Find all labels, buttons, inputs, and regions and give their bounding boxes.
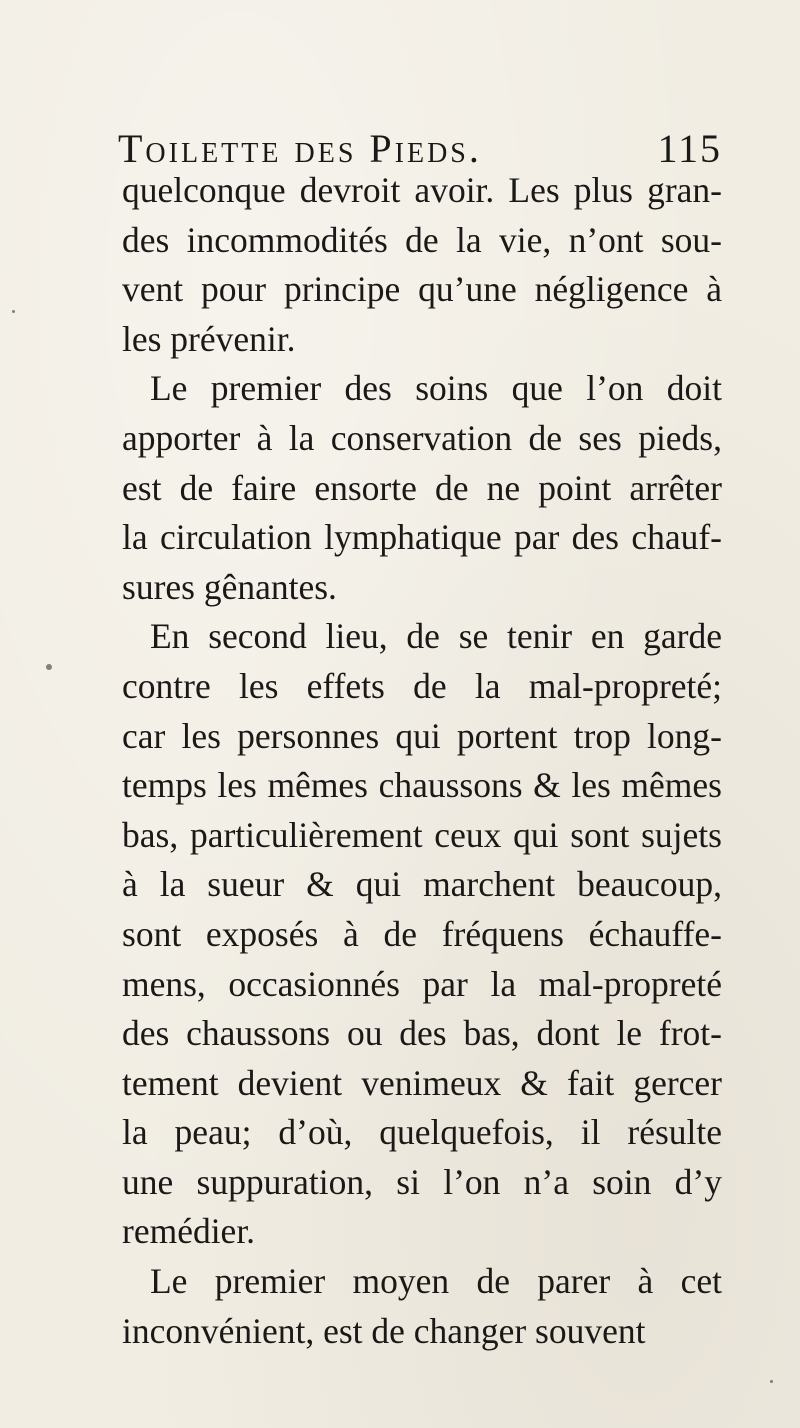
text-line-3: vent pour principe qu’une négligence à bbox=[122, 269, 722, 310]
text-line-19: tement devient venimeux & fait gercer bbox=[122, 1062, 722, 1103]
text-line-1: quelconque devroit avoir. Les plus gran- bbox=[122, 170, 722, 210]
text-line-13: temps les mêmes chaussons & les mêmes bbox=[122, 765, 722, 806]
text-line-6: apporter à la conservation de ses pieds, bbox=[122, 417, 722, 458]
running-head-title: Toilette des Pieds. bbox=[118, 126, 482, 171]
body-text bbox=[122, 166, 722, 1356]
text-line-2: des incommodités de la vie, n’ont sou- bbox=[122, 219, 722, 260]
text-line-17: mens, occasionnés par la mal-propreté bbox=[122, 963, 722, 1004]
text-line-5: Le premier des soins que l’on doit bbox=[150, 368, 722, 409]
ink-speck bbox=[12, 310, 15, 313]
text-line-15: à la sueur & qui marchent beaucoup, bbox=[122, 864, 722, 905]
text-line-11: contre les effets de la mal-propreté; bbox=[122, 665, 722, 706]
ink-speck bbox=[46, 664, 52, 670]
text-line-14: bas, particulièrement ceux qui sont sujets bbox=[122, 814, 722, 855]
text-line-20: la peau; d’où, quelquefois, il résulte bbox=[122, 1112, 722, 1153]
text-line-21: une suppuration, si l’on n’a soin d’y bbox=[122, 1161, 722, 1202]
text-line-24: inconvénient, est de changer souvent bbox=[122, 1310, 646, 1351]
text-line-12: car les personnes qui portent trop long- bbox=[122, 715, 722, 756]
page-number: 115 bbox=[657, 126, 722, 171]
text-line-8: la circulation lymphatique par des chauf- bbox=[122, 517, 722, 558]
text-line-16: sont exposés à de fréquens échauffe- bbox=[122, 913, 722, 954]
text-line-18: des chaussons ou des bas, dont le frot- bbox=[122, 1013, 722, 1054]
text-line-7: est de faire ensorte de ne point arrêter bbox=[122, 467, 722, 508]
text-line-9: sures gênantes. bbox=[122, 566, 337, 607]
text-line-10: En second lieu, de se tenir en garde bbox=[150, 616, 722, 657]
text-line-23: Le premier moyen de parer à cet bbox=[150, 1261, 722, 1302]
text-line-22: remédier. bbox=[122, 1211, 256, 1252]
ink-speck bbox=[770, 1380, 773, 1383]
text-line-4: les prévenir. bbox=[122, 318, 296, 359]
